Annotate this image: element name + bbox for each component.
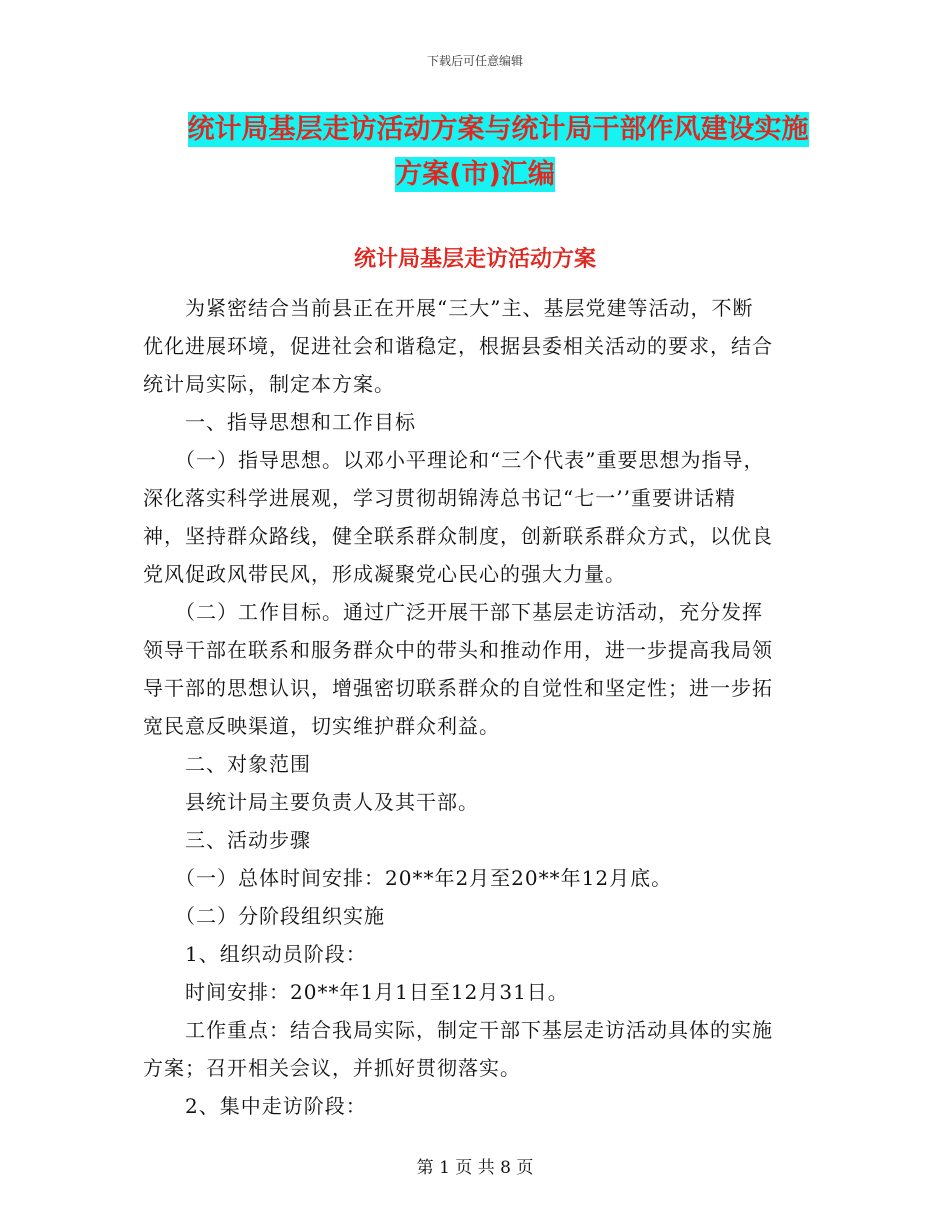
body-line: （二）工作目标。通过广泛开展干部下基层走访活动，充分发挥 [143,600,763,624]
body-line: 一、指导思想和工作目标 [143,410,416,434]
header-note: 下载后可任意编辑 [426,54,523,68]
body-line: 二、对象范围 [143,752,311,776]
body-line: （一）总体时间安排：20**年2月至20**年12月底。 [143,866,673,890]
body-line: 工作重点：结合我局实际，制定干部下基层走访活动具体的实施 [143,1018,773,1042]
document-title-text-2: 方案(市)汇编 [395,159,555,190]
body-line: 统计局实际，制定本方案。 [143,372,395,396]
body-line: 宽民意反映渠道，切实维护群众利益。 [143,714,500,738]
body-line: 为紧密结合当前县正在开展“三大”主、基层党建等活动，不断 [143,296,754,320]
document-title-line-2 [0,151,950,199]
body-line: （二）分阶段组织实施 [143,904,385,928]
body-line: 神，坚持群众路线，健全联系群众制度，创新联系群众方式，以优良 [143,524,773,548]
body-line: 时间安排：20**年1月1日至12月31日。 [143,980,569,1004]
body-line: 党风促政风带民风，形成凝聚党心民心的强大力量。 [143,562,626,586]
document-title-text-1: 统计局基层走访活动方案与统计局干部作风建设实施 [187,114,809,145]
page-footer: 第 1 页 共 8 页 [416,1158,534,1178]
body-line: 优化进展环境，促进社会和谐稳定，根据县委相关活动的要求，结合 [143,334,773,358]
body-line: 深化落实科学进展观，学习贯彻胡锦涛总书记“七一’’重要讲话精 [143,486,736,510]
document-title-line-1 [23,106,950,154]
body-line: 1、组织动员阶段： [143,942,367,966]
body-line: 领导干部在联系和服务群众中的带头和推动作用，进一步提高我局领 [143,638,773,662]
body-line: 导干部的思想认识，增强密切联系群众的自觉性和坚定性；进一步拓 [143,676,773,700]
section-title: 统计局基层走访活动方案 [353,247,596,272]
body-line: 县统计局主要负责人及其干部。 [143,790,479,814]
body-line: （一）指导思想。以邓小平理论和“三个代表”重要思想为指导， [143,448,765,472]
body-line: 2、集中走访阶段： [143,1094,367,1118]
body-line: 方案；召开相关会议，并抓好贯彻落实。 [143,1056,521,1080]
body-line: 三、活动步骤 [143,828,311,852]
